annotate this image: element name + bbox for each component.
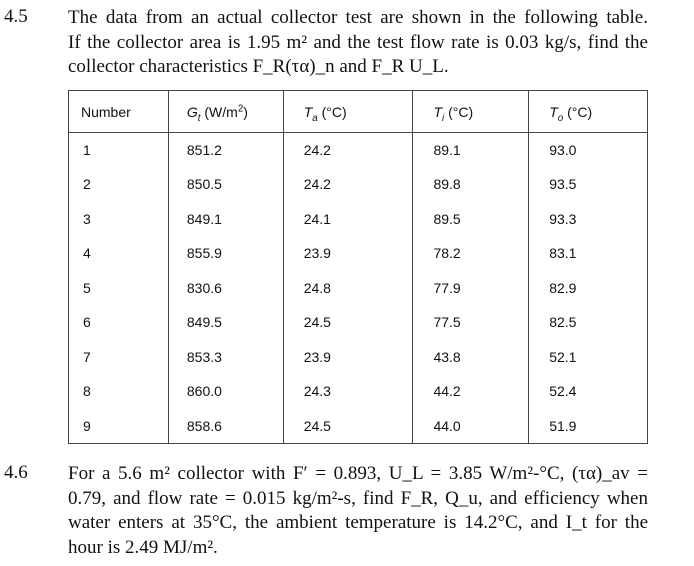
problem-number-4-5: 4.5: [4, 6, 28, 27]
problem-4-5-line-3: collector characteristics F_R(τα)_n and F_R U_L.: [68, 56, 449, 77]
header-gt: $G_t$ $(W/m^2)$: [168, 91, 283, 133]
cell-to: 93.3: [529, 202, 648, 237]
cell-ti: 44.0: [413, 409, 529, 444]
cell-ti: 89.1: [413, 133, 529, 168]
problem-4-6-text: [68, 462, 648, 560]
cell-number: 8: [69, 374, 169, 409]
cell-ta: 24.5: [283, 409, 413, 444]
cell-gt: 849.5: [168, 305, 283, 340]
header-number: Number: [69, 91, 169, 133]
cell-to: 93.0: [529, 133, 648, 168]
cell-ta: 24.3: [283, 374, 413, 409]
cell-ta: 24.2: [283, 167, 413, 202]
cell-ti: 77.5: [413, 305, 529, 340]
cell-gt: 851.2: [168, 133, 283, 168]
table-header-row: [69, 91, 648, 133]
cell-gt: 860.0: [168, 374, 283, 409]
cell-ta: 24.1: [283, 202, 413, 237]
cell-ti: 44.2: [413, 374, 529, 409]
cell-to: 52.1: [529, 340, 648, 375]
cell-ta: 23.9: [283, 236, 413, 271]
cell-ti: 43.8: [413, 340, 529, 375]
cell-number: 7: [69, 340, 169, 375]
cell-to: 82.9: [529, 271, 648, 306]
cell-ti: 89.5: [413, 202, 529, 237]
cell-number: 1: [69, 133, 169, 168]
collector-test-table: [68, 90, 648, 444]
table-row: [69, 409, 648, 444]
table-row: [69, 236, 648, 271]
cell-ti: 78.2: [413, 236, 529, 271]
table-row: [69, 202, 648, 237]
cell-to: 83.1: [529, 236, 648, 271]
header-to: $T_o$ (°C): [529, 91, 648, 133]
problem-4-6-line-4: hour is 2.49 MJ/m².: [68, 536, 218, 558]
cell-ta: 24.8: [283, 271, 413, 306]
problem-4-6-line-2: 0.79, and flow rate = 0.015 kg/m²-s, find F_R, Q_u, and efficiency when: [68, 487, 648, 509]
cell-ta: 24.5: [283, 305, 413, 340]
problem-4-6-line-1: For a 5.6 m² collector with F′ = 0.893, U_L = 3.85 W/m²-°C, (τα)_av =: [68, 463, 648, 484]
problem-4-5-text: [68, 6, 648, 80]
cell-to: 93.5: [529, 167, 648, 202]
cell-gt: 858.6: [168, 409, 283, 444]
table-row: [69, 305, 648, 340]
cell-ti: 77.9: [413, 271, 529, 306]
cell-number: 9: [69, 409, 169, 444]
cell-number: 5: [69, 271, 169, 306]
table-row: [69, 271, 648, 306]
cell-ti: 89.8: [413, 167, 529, 202]
cell-number: 6: [69, 305, 169, 340]
problem-4-6-line-3: water enters at 35°C, the ambient temperature is 14.2°C, and I_t for the: [68, 512, 648, 533]
cell-gt: 853.3: [168, 340, 283, 375]
cell-number: 3: [69, 202, 169, 237]
cell-to: 51.9: [529, 409, 648, 444]
cell-number: 2: [69, 167, 169, 202]
cell-ta: 24.2: [283, 133, 413, 168]
table-row: [69, 374, 648, 409]
table-row: [69, 133, 648, 168]
header-ti: $T_i$ (°C): [413, 91, 529, 133]
table-row: [69, 340, 648, 375]
cell-ta: 23.9: [283, 340, 413, 375]
header-ta: $T_a$ (°C): [283, 91, 413, 133]
problem-4-5-line-2: If the collector area is 1.95 m² and the test flow rate is 0.03 kg/s, find the: [68, 31, 648, 53]
problem-number-4-6: 4.6: [4, 462, 28, 483]
cell-gt: 849.1: [168, 202, 283, 237]
cell-gt: 850.5: [168, 167, 283, 202]
problem-4-5-line-1: The data from an actual collector test are shown in the following table.: [68, 7, 648, 28]
cell-gt: 855.9: [168, 236, 283, 271]
cell-to: 82.5: [529, 305, 648, 340]
table-row: [69, 167, 648, 202]
cell-number: 4: [69, 236, 169, 271]
cell-to: 52.4: [529, 374, 648, 409]
cell-gt: 830.6: [168, 271, 283, 306]
